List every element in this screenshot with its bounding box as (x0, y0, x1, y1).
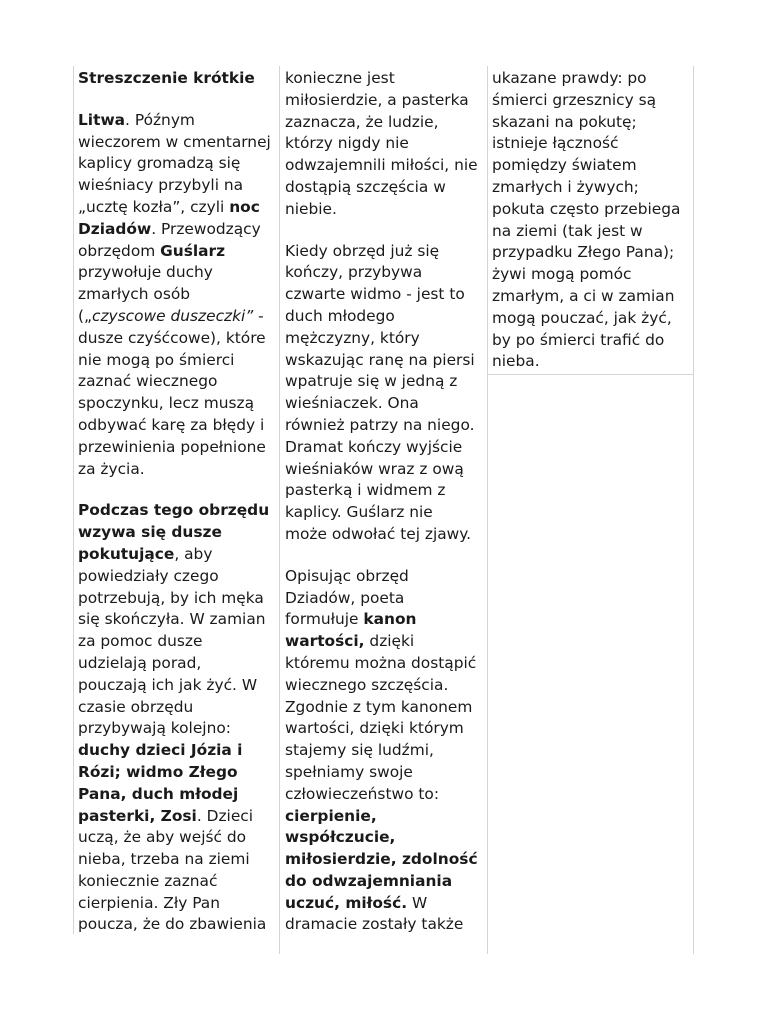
text-line (285, 284, 478, 306)
bold-text: miłosierdzie, zdolność (285, 850, 478, 869)
text-line (78, 871, 271, 893)
text-run: uczą, że aby wejść do (78, 828, 247, 847)
text-line (285, 480, 478, 502)
text-line (285, 437, 478, 459)
text-line (285, 199, 478, 221)
bold-text: wartości, (285, 632, 365, 651)
text-run: Zgodnie z tym kanonem (285, 697, 473, 716)
text-run: poucza, że do zbawienia (78, 915, 267, 934)
text-line (78, 588, 271, 610)
text-run: spoczynku, lecz muszą (78, 394, 255, 413)
text-run: Opisując obrzęd (285, 566, 409, 585)
text-column-1 (78, 68, 271, 936)
text-line (285, 155, 478, 177)
text-run: potrzebują, by ich męka (78, 588, 264, 607)
text-line (78, 415, 271, 437)
bold-text: Rózi; widmo Złego (78, 762, 238, 781)
paragraph (78, 500, 271, 936)
text-line (78, 328, 271, 350)
text-run: żywi mogą pomóc (492, 265, 632, 284)
text-run: („ (78, 306, 92, 325)
text-line (78, 631, 271, 653)
paragraph (285, 68, 478, 221)
text-run: kończy, przybywa (285, 263, 423, 282)
column-rule-2 (279, 66, 280, 954)
text-line (285, 718, 478, 740)
text-line (285, 827, 478, 849)
text-line (78, 219, 271, 241)
paragraph (492, 68, 680, 373)
text-run: pokuta często przebiega (492, 199, 681, 218)
text-line (492, 199, 680, 221)
text-run: . Przewodzący (151, 219, 261, 238)
text-line (78, 762, 271, 784)
bold-text: uczuć, miłość. (285, 893, 408, 912)
text-line (285, 393, 478, 415)
text-run: dostąpią szczęścia w (285, 177, 446, 196)
text-line (285, 914, 478, 936)
text-line (492, 68, 680, 90)
text-run: wieczorem w cmentarnej (78, 132, 271, 151)
text-run: wpatruje się w jedną z (285, 372, 458, 391)
text-run: przypadku Złego Pana); (492, 243, 675, 262)
text-line (492, 330, 680, 352)
column-divider-lower (487, 374, 693, 375)
text-line (285, 502, 478, 524)
text-run: przywołuje duchy (78, 263, 213, 282)
text-line (78, 697, 271, 719)
text-line (492, 221, 680, 243)
text-run: również patrzy na niego. (285, 415, 475, 434)
text-run: dzięki (364, 632, 415, 651)
text-line (285, 68, 478, 90)
text-line (285, 241, 478, 263)
text-run: mogą pouczać, jak żyć, (492, 308, 672, 327)
text-line (285, 350, 478, 372)
bold-text: noc (229, 197, 260, 216)
text-column-2 (285, 68, 478, 936)
text-run: zaznać wiecznego (78, 372, 218, 391)
text-line (285, 133, 478, 155)
text-line (492, 112, 680, 134)
text-run: „ucztę kozła”, czyli (78, 197, 230, 216)
column-rule-1 (73, 66, 74, 934)
text-run: zaznacza, że ludzie, (285, 112, 439, 131)
text-run: czwarte widmo - jest to (285, 285, 465, 304)
text-line (285, 631, 478, 653)
bold-text: kanon (363, 610, 417, 629)
text-line (492, 133, 680, 155)
text-run: zmarłych i żywych; (492, 177, 639, 196)
text-line (285, 871, 478, 893)
text-line (78, 893, 271, 915)
text-run: się skończyła. W zamian (78, 610, 266, 629)
text-run: wieśniacy przybyli na (78, 176, 244, 195)
bold-text: Pana, duch młodej (78, 784, 239, 803)
text-run: człowieczeństwo to: (285, 784, 440, 803)
text-line (78, 306, 271, 328)
italic-text: czyscowe duszeczki” (91, 306, 254, 325)
text-line (285, 609, 478, 631)
bold-text: Guślarz (160, 241, 226, 260)
text-run: udzielają porad, (78, 653, 202, 672)
text-line (285, 697, 478, 719)
text-run: odwzajemnili miłości, nie (285, 156, 478, 175)
text-line (492, 264, 680, 286)
text-line (78, 110, 271, 132)
text-run: koniecznie zaznać (78, 871, 218, 890)
text-line (78, 437, 271, 459)
text-run: zmarłym, a ci w zamian (492, 286, 675, 305)
text-line (78, 284, 271, 306)
text-line (78, 675, 271, 697)
text-line (78, 500, 271, 522)
text-line (285, 524, 478, 546)
bold-text: cierpienie, (285, 806, 377, 825)
text-run: ukazane prawdy: po (492, 69, 647, 87)
text-column-3 (492, 68, 680, 373)
text-run: cierpienia. Zły Pan (78, 893, 220, 912)
text-run: pouczają ich jak żyć. W (78, 675, 258, 694)
text-run: za pomoc dusze (78, 632, 203, 651)
text-line (285, 328, 478, 350)
text-line (78, 262, 271, 284)
text-run: stajemy się ludźmi, (285, 741, 434, 760)
paragraph (285, 566, 478, 937)
bold-text: Podczas tego obrzędu (78, 501, 270, 520)
text-run: wiecznego szczęścia. (285, 675, 449, 694)
bold-text: współczucie, (285, 828, 396, 847)
text-line (78, 522, 271, 544)
text-run: może odwołać tej zjawy. (285, 524, 472, 543)
text-line (492, 90, 680, 112)
text-line (78, 175, 271, 197)
text-line (78, 718, 271, 740)
text-line (78, 153, 271, 175)
text-run: na ziemi (tak jest w (492, 221, 643, 240)
text-line (285, 459, 478, 481)
text-run: formułuje (285, 610, 364, 629)
text-run: . Późnym (125, 110, 195, 129)
text-run: śmierci grzesznicy są (492, 90, 657, 109)
text-run: przybywają kolejno: (78, 719, 231, 738)
text-line (492, 155, 680, 177)
text-run: W (407, 893, 428, 912)
text-line (78, 132, 271, 154)
text-line (285, 784, 478, 806)
text-line (492, 242, 680, 264)
text-run: miłosierdzie, a pasterka (285, 90, 469, 109)
column-rule-3 (487, 66, 488, 954)
text-run: - (253, 306, 264, 325)
text-line (285, 740, 478, 762)
text-line (78, 350, 271, 372)
text-run: kaplicy gromadzą się (78, 154, 241, 173)
text-line (78, 806, 271, 828)
text-run: kaplicy. Guślarz nie (285, 503, 433, 522)
text-run: nieba. (492, 352, 540, 371)
text-line (285, 90, 478, 112)
paragraph (78, 110, 271, 481)
text-run: dramacie zostały także (285, 915, 464, 934)
text-line (285, 806, 478, 828)
text-run: wieśniaczek. Ona (285, 394, 419, 413)
text-run: . Dzieci (196, 806, 254, 825)
text-run: obrzędom (78, 241, 161, 260)
text-run: mężczyzny, który (285, 328, 420, 347)
text-line (285, 588, 478, 610)
text-line (78, 393, 271, 415)
text-line (492, 351, 680, 373)
text-line (285, 262, 478, 284)
text-run: duch młodego (285, 306, 395, 325)
bold-text: do odwzajemniania (285, 871, 453, 890)
text-line (78, 371, 271, 393)
text-run: , aby (174, 544, 213, 563)
text-line (78, 827, 271, 849)
text-line (285, 112, 478, 134)
text-run: pasterką i widmem z (285, 481, 446, 500)
text-line (78, 849, 271, 871)
text-line (285, 306, 478, 328)
text-run: skazani na pokutę; (492, 112, 637, 131)
text-line (78, 609, 271, 631)
bold-text: wzywa się dusze (78, 523, 222, 542)
text-run: wieśniaków wraz z ową (285, 459, 464, 478)
text-line (492, 177, 680, 199)
bold-text: pokutujące (78, 544, 175, 563)
text-line (285, 762, 478, 784)
text-line (285, 675, 478, 697)
text-line (285, 849, 478, 871)
bold-text: pasterki, Zosi (78, 806, 197, 825)
text-run: Dziadów, poeta (285, 588, 405, 607)
text-line (285, 893, 478, 915)
text-line (78, 197, 271, 219)
text-run: Dramat kończy wyjście (285, 437, 463, 456)
text-line (78, 241, 271, 263)
text-run: odbywać karę za błędy i (78, 415, 265, 434)
text-line (492, 286, 680, 308)
text-line (285, 653, 478, 675)
text-run: nieba, trzeba na ziemi (78, 850, 250, 869)
text-line (285, 566, 478, 588)
text-line (285, 415, 478, 437)
text-run: Kiedy obrzęd już się (285, 241, 440, 260)
text-run: spełniamy swoje (285, 762, 413, 781)
paragraph (285, 241, 478, 546)
bold-text: duchy dzieci Józia i (78, 741, 243, 760)
text-line (78, 544, 271, 566)
text-run: czasie obrzędu (78, 697, 194, 716)
text-run: wskazując ranę na piersi (285, 350, 475, 369)
text-run: za życia. (78, 459, 145, 478)
text-run: by po śmierci trafić do (492, 330, 665, 349)
text-line (285, 371, 478, 393)
text-run: przewinienia popełnione (78, 437, 266, 456)
text-line (78, 566, 271, 588)
text-line (78, 914, 271, 936)
text-run: powiedziały czego (78, 566, 219, 585)
text-run: niebie. (285, 199, 337, 218)
text-run: którzy nigdy nie (285, 134, 409, 153)
text-run: konieczne jest (285, 69, 395, 87)
text-line (78, 740, 271, 762)
text-line (78, 784, 271, 806)
text-line (78, 459, 271, 481)
text-run: dusze czyśćcowe), które (78, 328, 266, 347)
bold-text: Litwa (78, 110, 126, 129)
text-line (78, 653, 271, 675)
text-run: pomiędzy światem (492, 156, 637, 175)
text-run: wartości, dzięki którym (285, 719, 464, 738)
text-run: któremu można dostąpić (285, 653, 477, 672)
text-run: nie mogą po śmierci (78, 350, 235, 369)
text-run: zmarłych osób (78, 285, 191, 304)
text-run: istnieje łączność (492, 134, 619, 153)
text-line (492, 308, 680, 330)
document-title-paragraph (78, 68, 271, 90)
bold-text: Dziadów (78, 219, 152, 238)
column-rule-4 (693, 66, 694, 954)
document-title: Streszczenie krótkie (78, 69, 255, 87)
text-line (285, 177, 478, 199)
